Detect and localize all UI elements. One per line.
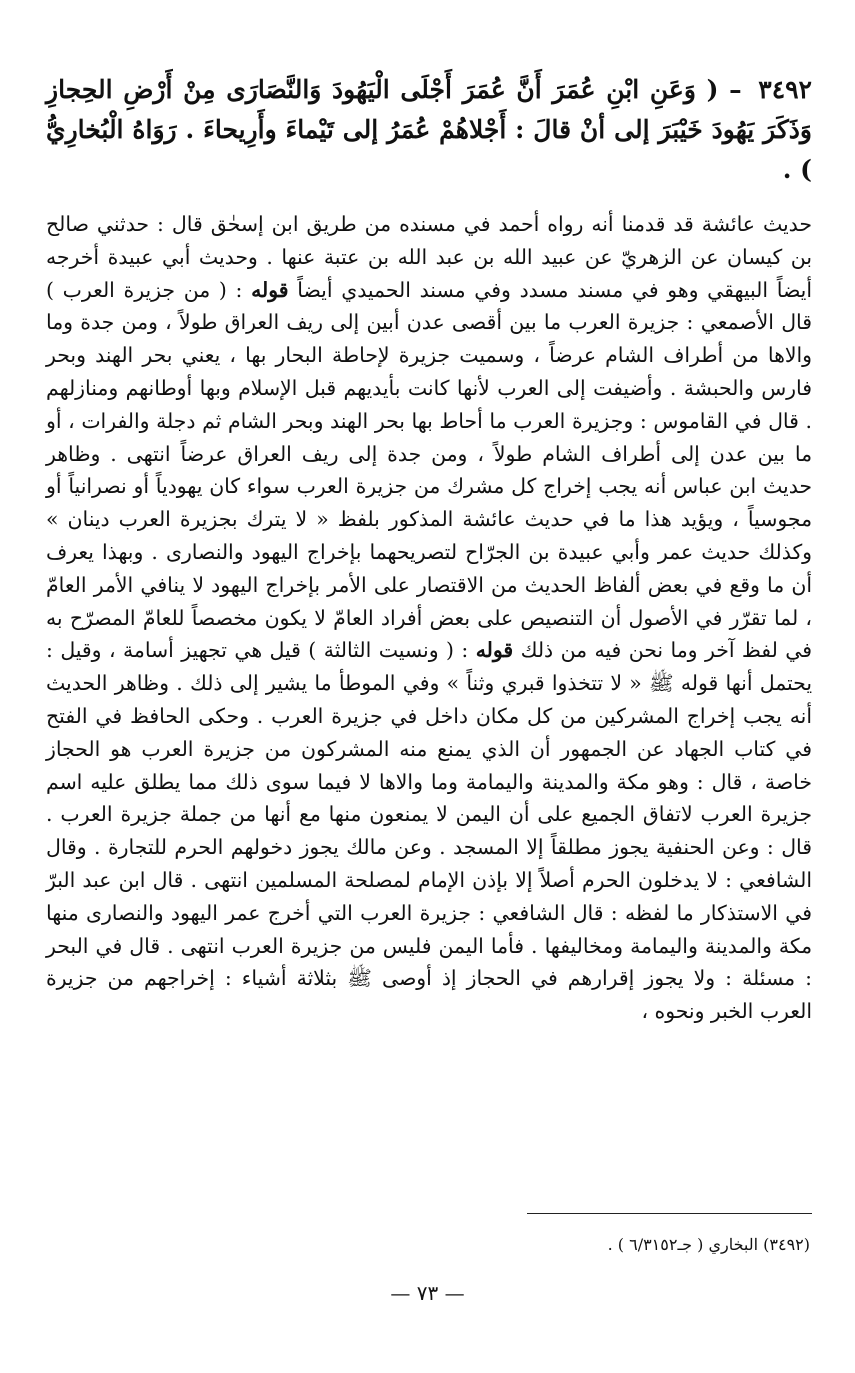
footnote-divider [527,1213,812,1214]
commentary-text [46,208,812,1028]
commentary-part-1: حديث عائشة قد قدمنا أنه رواه أحمد في مسنده من طريق ابن إسحٰق قال : حدثني صالح بن كيسان عن الزهريّ عن عبيد الله بن عبد الله بن عتبة عنها . وحديث أبي عبيدة أخرجه أيضاً البيهقي وهو في مسند مسدد وفي مسند الحميدي أيضاً [46,212,812,302]
commentary-keyword-1: قوله [251,277,289,302]
commentary-part-2: : ( من جزيرة العرب ) قال الأصمعي : جزيرة العرب ما بين أقصى عدن أبين إلى ريف العراق طولاً ، ومن جدة وما والاها من أطراف الشام عرضاً ، وسميت جزيرة لإحاطة البحار بها ، يعني بحر الهند وبحر فارس والحبشة . وأضيفت إلى العرب لأنها كانت بأيديهم قبل الإسلام وبها أوطانهم ومنازلهم . قال في القاموس : وجزيرة العرب ما أحاط بها بحر الهند وبحر الشام ثم دجلة والفرات ، أو ما بين عدن إلى أطراف الشام طولاً ، ومن جدة إلى ريف العراق عرضاً انتهى . وظاهر حديث ابن عباس أنه يجب إخراج كل مشرك من جزيرة العرب سواء كان يهودياً أو نصرانياً أو مجوسياً ، ويؤيد هذا ما في حديث عائشة المذكور بلفظ « لا يترك بجزيرة العرب دينان » وكذلك حديث عمر وأبي عبيدة بن الجرّاح لتصريحهما بإخراج اليهود والنصارى . وبهذا يعرف أن ما وقع في بعض ألفاظ الحديث من الاقتصار على الأمر بإخراج اليهود لا ينافي الأمر العامّ ، لما تقرّر في الأصول أن التنصيص على بعض أفراد العامّ لا يكون مخصصاً للعامّ المصرّح به في لفظ آخر وما نحن فيه من ذلك [46,277,812,663]
hadith-block [46,70,812,190]
page-number: — ٧٣ — [390,1281,465,1305]
hadith-number: ٣٤٩٢ [758,75,812,104]
page-body [46,70,812,1028]
footnote: (٣٤٩٢) البخاري ( جـ٦/٣١٥٢ ) . [607,1235,810,1254]
commentary-part-3: : ( ونسيت الثالثة ) قيل هي تجهيز أسامة ، وقيل : يحتمل أنها قوله ﷺ « لا تتخذوا قبري وثناً » وفي الموطأ ما يشير إلى ذلك . وظاهر الحديث أنه يجب إخراج المشركين من كل مكان داخل في جزيرة العرب . وحكى الحافظ في الفتح في كتاب الجهاد عن الجمهور أن الذي يمنع منه المشركون من جزيرة العرب هو الحجاز خاصة ، قال : وهو مكة والمدينة واليمامة وما والاها لا فيما سوى ذلك مما يطلق عليه اسم جزيرة العرب لاتفاق الجميع على أن اليمن لا يمنعون منها مع أنها من جملة جزيرة العرب . قال : وعن الحنفية يجوز مطلقاً إلا المسجد . وعن مالك يجوز دخولهم الحرم للتجارة . وقال الشافعي : لا يدخلون الحرم أصلاً إلا بإذن الإمام لمصلحة المسلمين انتهى . قال ابن عبد البرّ في الاستذكار ما لفظه : قال الشافعي : جزيرة العرب التي أخرج عمر اليهود والنصارى منها مكة والمدينة واليمامة ومخاليفها . فأما اليمن فليس من جزيرة العرب انتهى . قال في البحر : مسئلة : ولا يجوز إقرارهم في الحجاز إذ أوصى ﷺ بثلاثة أشياء : إخراجهم من جزيرة العرب الخبر ونحوه ، [46,638,812,1024]
commentary-keyword-2: قوله [475,638,514,663]
hadith-text: – ( وَعَنِ ابْنِ عُمَرَ أَنَّ عُمَرَ أَجْلَى الْيَهُودَ وَالنَّصَارَى مِنْ أَرْضِ الحِجازِ وَذَكَرَ يَهُودَ خَيْبَرَ إلى أنْ قالَ : أَجْلاهُمْ عُمَرُ إلى تَيْماءَ وأَرِيحاءَ . رَوَاهُ الْبُخارِيُّ ) . [46,75,812,184]
